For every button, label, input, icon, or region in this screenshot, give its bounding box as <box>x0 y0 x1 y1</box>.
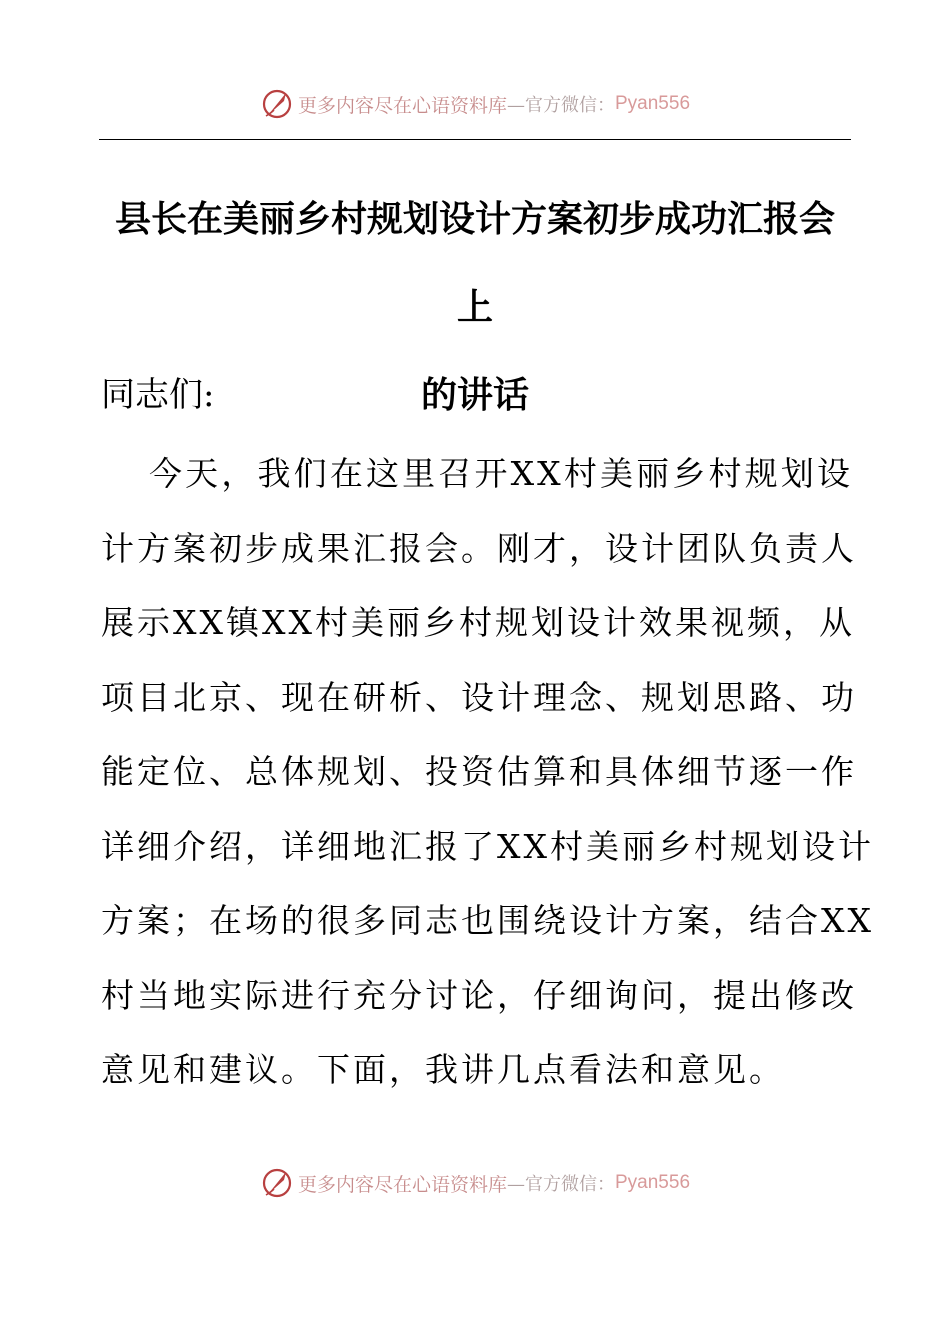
paragraph-line: 能定位、总体规划、投资估算和具体细节逐一作 <box>101 752 857 791</box>
banner-wechat-id: Pyan556 <box>615 93 691 114</box>
banner-wechat-id: Pyan556 <box>615 1172 691 1193</box>
paragraph-line: 计方案初步成果汇报会。刚才，设计团队负责人 <box>101 528 857 568</box>
header-divider <box>99 139 851 140</box>
quill-pen-logo-icon <box>260 1166 294 1200</box>
footer-banner <box>0 1163 950 1203</box>
title-line-2: 的讲话 <box>420 375 529 416</box>
title-line-1: 县长在美丽乡村规划设计方案初步成功汇报会上 <box>114 199 835 328</box>
paragraph-line: 意见和建议。下面，我讲几点看法和意见。 <box>101 1050 785 1089</box>
paragraph-line: 今天，我们在这里召开XX村美丽乡村规划设 <box>149 454 853 493</box>
paragraph-line: 村当地实际进行充分讨论，仔细询问，提出修改 <box>101 975 857 1015</box>
paragraph-line: 方案；在场的很多同志也围绕设计方案，结合XX <box>101 901 874 940</box>
header-banner <box>0 84 950 124</box>
paragraph-line: 展示XX镇XX村美丽乡村规划设计效果视频，从 <box>101 603 855 642</box>
banner-sub-text: —官方微信： <box>507 95 615 116</box>
salutation: 同志们: <box>101 375 215 415</box>
banner-main-text: 更多内容尽在心语资料库 <box>297 94 507 117</box>
quill-pen-logo-icon <box>260 87 294 121</box>
body-paragraph <box>101 437 874 1108</box>
banner-main-text: 更多内容尽在心语资料库 <box>297 1173 507 1196</box>
paragraph-line: 详细介绍，详细地汇报了XX村美丽乡村规划设计 <box>101 826 874 866</box>
banner-sub-text: —官方微信： <box>507 1174 615 1195</box>
paragraph-line: 项目北京、现在研析、设计理念、规划思路、功 <box>101 677 857 717</box>
